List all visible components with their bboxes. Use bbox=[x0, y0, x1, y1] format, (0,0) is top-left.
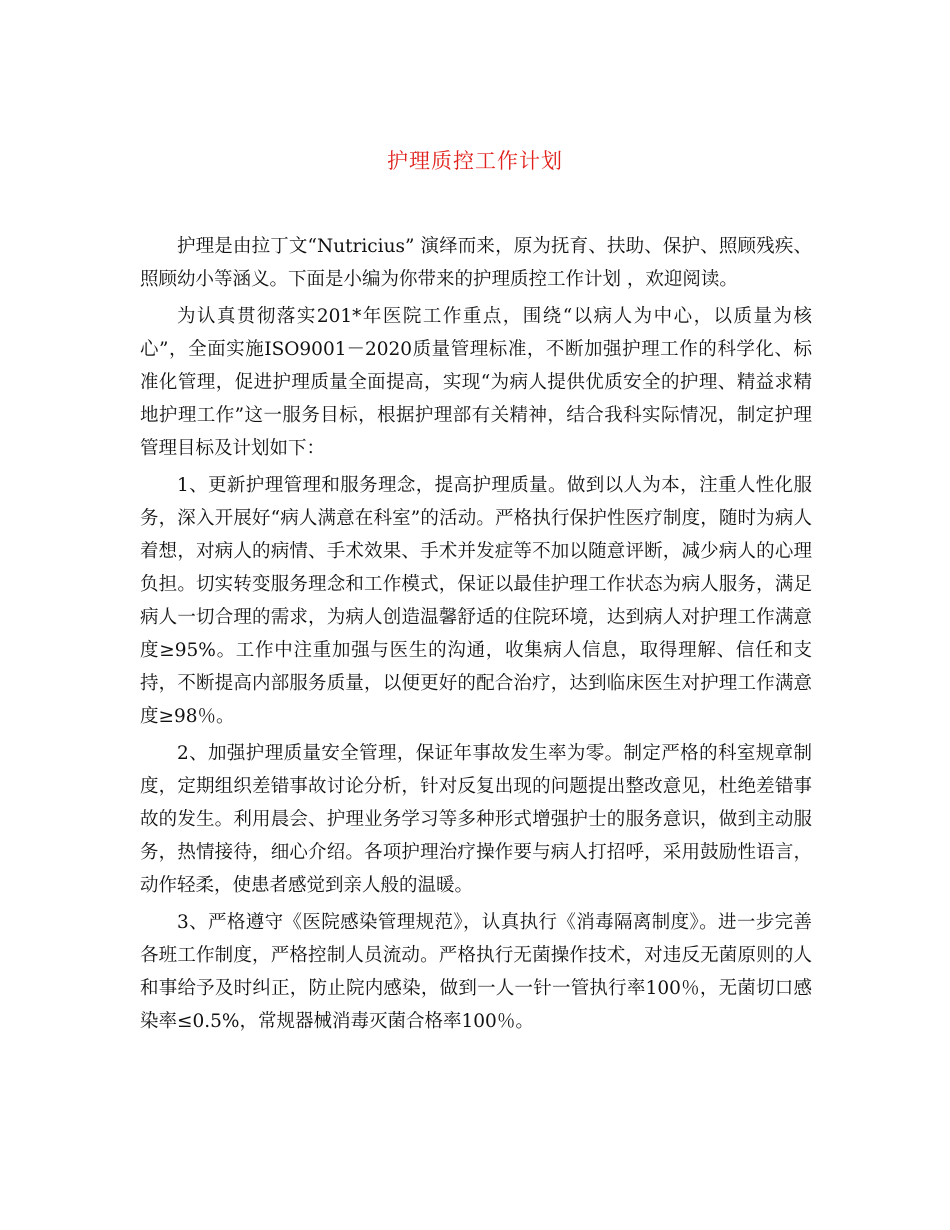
document-body bbox=[140, 230, 812, 1042]
paragraph-intro: 护理是由拉丁文“Nutricius” 演绎而来，原为抚育、扶助、保护、照顾残疾、照顾幼小等涵义。下面是小编为你带来的护理质控工作计划 ，欢迎阅读。 bbox=[140, 236, 812, 290]
paragraph-item-3: 3、严格遵守《医院感染管理规范》，认真执行《消毒隔离制度》。进一步完善各班工作制度，严格控制人员流动。严格执行无菌操作技术，对违反无菌原则的人和事给予及时纠正，防止院内感染，做到一人一针一管执行率100％，无菌切口感染率≤0.5%，常规器械消毒灭菌合格率100％。 bbox=[140, 912, 812, 1032]
paragraph-purpose: 为认真贯彻落实201*年医院工作重点，围绕“以病人为中心，以质量为核心”，全面实施ISO9001－2020质量管理标准，不断加强护理工作的科学化、标准化管理，促进护理质量全面提高，实现“为病人提供优质安全的护理、精益求精地护理工作”这一服务目标，根据护理部有关精神，结合我科实际情况，制定护理管理目标及计划如下： bbox=[140, 306, 812, 459]
paragraph-item-1: 1、更新护理管理和服务理念，提高护理质量。做到以人为本，注重人性化服务，深入开展好“病人满意在科室”的活动。严格执行保护性医疗制度，随时为病人着想，对病人的病情、手术效果、手术并发症等不加以随意评断，减少病人的心理负担。切实转变服务理念和工作模式，保证以最佳护理工作状态为病人服务，满足病人一切合理的需求，为病人创造温馨舒适的住院环境，达到病人对护理工作满意度≥95%。工作中注重加强与医生的沟通，收集病人信息，取得理解、信任和支持，不断提高内部服务质量，以便更好的配合治疗，达到临床医生对护理工作满意度≥98％。 bbox=[140, 475, 812, 727]
document-title: 护理质控工作计划 bbox=[387, 149, 563, 173]
paragraph-item-2: 2、加强护理质量安全管理，保证年事故发生率为零。制定严格的科室规章制度，定期组织差错事故讨论分析，针对反复出现的问题提出整改意见，杜绝差错事故的发生。利用晨会、护理业务学习等多种形式增强护士的服务意识，做到主动服务，热情接待，细心介绍。各项护理治疗操作要与病人打招呼，采用鼓励性语言，动作轻柔，使患者感觉到亲人般的温暖。 bbox=[140, 743, 812, 896]
